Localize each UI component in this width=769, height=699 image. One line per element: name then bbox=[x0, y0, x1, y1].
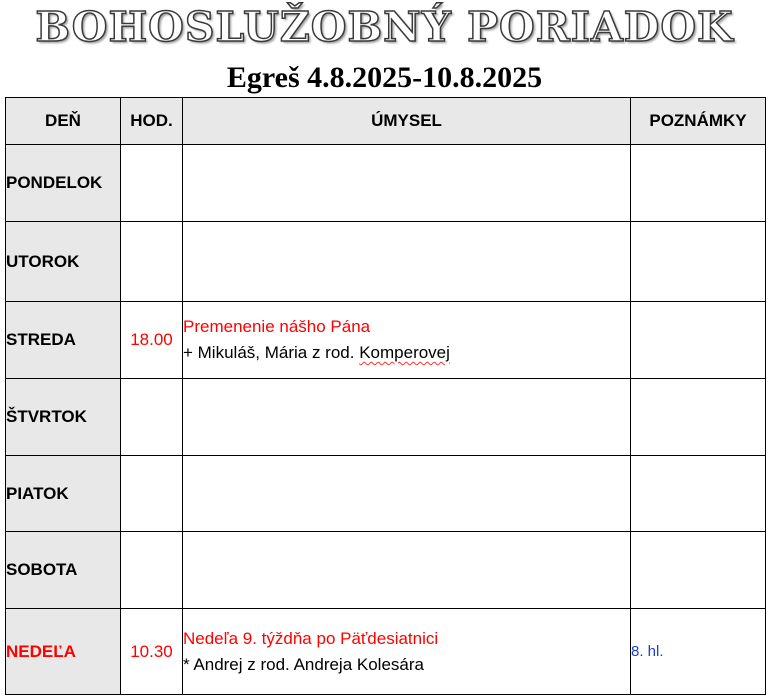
hour-cell bbox=[121, 222, 183, 302]
table-row-friday bbox=[6, 456, 766, 532]
table-row-sunday bbox=[6, 609, 766, 695]
table-row-saturday bbox=[6, 532, 766, 609]
header-intent: ÚMYSEL bbox=[183, 98, 631, 145]
intention-name: Komperovej bbox=[359, 343, 450, 362]
header-day: DEŇ bbox=[6, 98, 121, 145]
day-cell: ŠTVRTOK bbox=[6, 379, 121, 456]
mass-intention: * Andrej z rod. Andreja Kolesára bbox=[183, 654, 424, 674]
feast-name: Nedeľa 9. týždňa po Päťdesiatnici bbox=[183, 628, 439, 648]
feast-name: Premenenie nášho Pána bbox=[183, 317, 371, 336]
day-cell: UTOROK bbox=[6, 222, 121, 302]
intent-cell bbox=[183, 532, 631, 609]
page-title: BOHOSLUŽOBNÝ PORIADOK bbox=[35, 3, 734, 51]
intent-cell bbox=[183, 609, 631, 695]
note-cell bbox=[631, 302, 766, 379]
hour-cell: 10.30 bbox=[121, 609, 183, 695]
day-cell: SOBOTA bbox=[6, 532, 121, 609]
table-row-wednesday bbox=[6, 302, 766, 379]
day-cell: STREDA bbox=[6, 302, 121, 379]
intent-cell bbox=[183, 379, 631, 456]
hour-cell bbox=[121, 456, 183, 532]
table-row-thursday bbox=[6, 379, 766, 456]
table-row-monday bbox=[6, 145, 766, 222]
note-cell bbox=[631, 379, 766, 456]
hour-cell bbox=[121, 145, 183, 222]
day-cell: NEDEĽA bbox=[6, 609, 121, 695]
note-cell: 8. hl. bbox=[631, 609, 766, 695]
page-subtitle: Egreš 4.8.2025-10.8.2025 bbox=[226, 61, 543, 94]
note-cell bbox=[631, 145, 766, 222]
day-cell: PONDELOK bbox=[6, 145, 121, 222]
intent-cell bbox=[183, 222, 631, 302]
note-cell bbox=[631, 456, 766, 532]
table-header-row bbox=[6, 98, 766, 145]
note-cell bbox=[631, 532, 766, 609]
intention-prefix: + Mikuláš, Mária z rod. bbox=[183, 343, 360, 362]
intent-cell bbox=[183, 456, 631, 532]
hour-cell: 18.00 bbox=[121, 302, 183, 379]
note-cell bbox=[631, 222, 766, 302]
table-row-tuesday bbox=[6, 222, 766, 302]
intent-cell bbox=[183, 302, 631, 379]
header-hour: HOD. bbox=[121, 98, 183, 145]
hour-cell bbox=[121, 532, 183, 609]
header-notes: POZNÁMKY bbox=[631, 98, 766, 145]
intent-cell bbox=[183, 145, 631, 222]
mass-intention bbox=[183, 340, 630, 366]
hour-cell bbox=[121, 379, 183, 456]
schedule-table bbox=[5, 97, 766, 695]
day-cell: PIATOK bbox=[6, 456, 121, 532]
